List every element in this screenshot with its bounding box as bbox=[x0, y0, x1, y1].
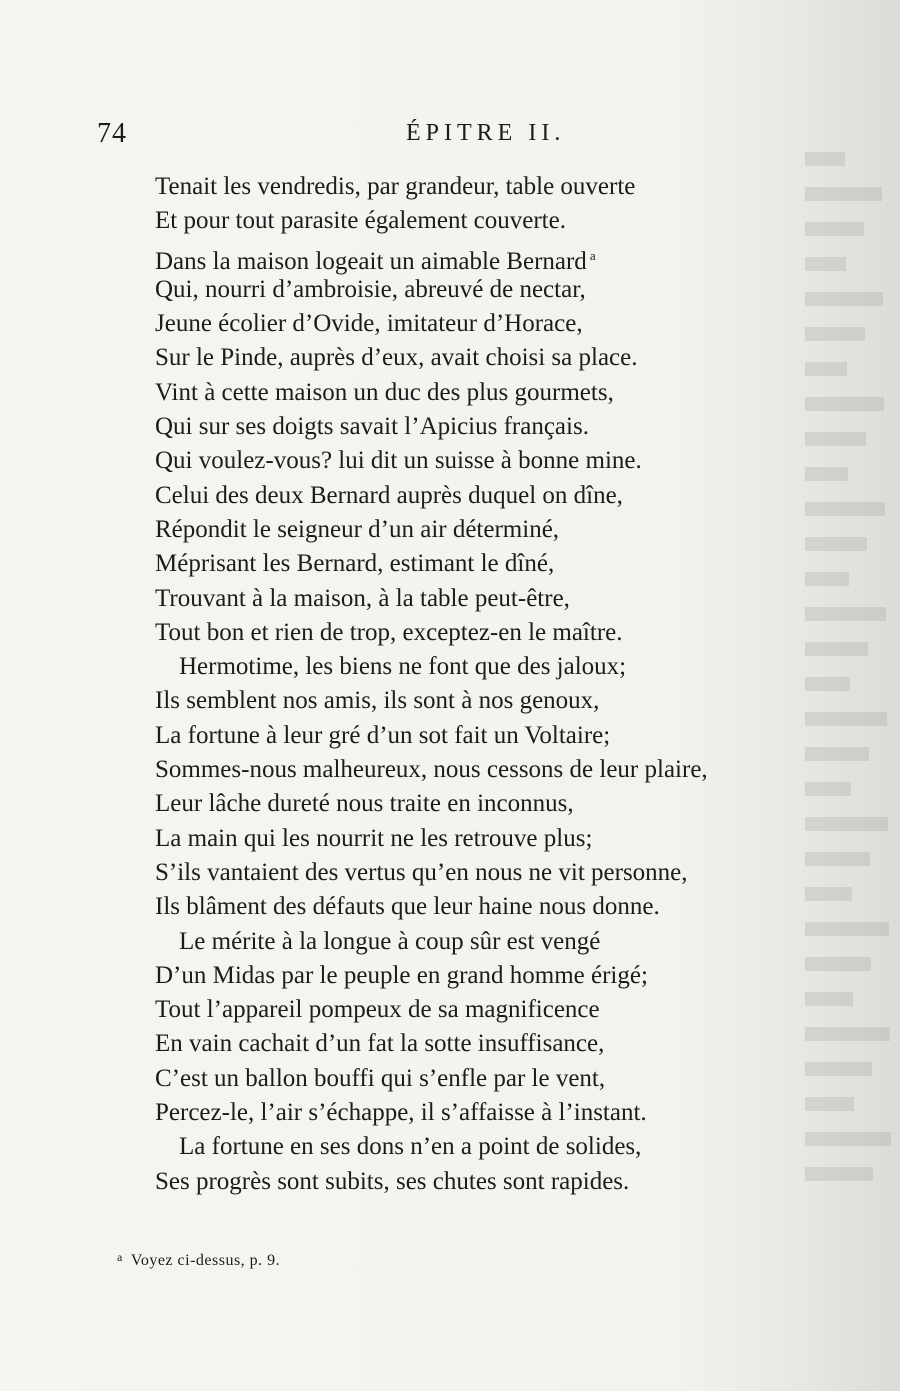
verse-line bbox=[155, 890, 815, 924]
page-number: 74 bbox=[97, 118, 127, 149]
verse-text: La main qui les nourrit ne les retrouve plus; bbox=[155, 824, 593, 852]
verse-line bbox=[155, 753, 815, 787]
verse-line bbox=[155, 273, 815, 307]
verse-text: D’un Midas par le peuple en grand homme érigé; bbox=[155, 961, 648, 989]
verse-text: Ils semblent nos amis, ils sont à nos genoux, bbox=[155, 687, 600, 715]
verse-line bbox=[155, 616, 815, 650]
verse-text: Vint à cette maison un duc des plus gourmets, bbox=[155, 378, 614, 406]
running-title: ÉPITRE II. bbox=[406, 120, 566, 146]
verse-line bbox=[155, 513, 815, 547]
verse-line bbox=[155, 479, 815, 513]
verse-text: La fortune en ses dons n’en a point de solides, bbox=[179, 1133, 642, 1161]
verse-text: Hermotime, les biens ne font que des jaloux; bbox=[179, 653, 627, 681]
verse-text: Jeune écolier d’Ovide, imitateur d’Horace, bbox=[155, 310, 583, 338]
verse-line bbox=[155, 822, 815, 856]
verse-line bbox=[155, 1130, 815, 1164]
verse-text: En vain cachait d’un fat la sotte insuffisance, bbox=[155, 1030, 605, 1058]
verse-text: Dans la maison logeait un aimable Bernard bbox=[155, 247, 587, 275]
footnote bbox=[117, 1250, 280, 1270]
verse-line bbox=[155, 856, 815, 890]
verse-text: Tenait les vendredis, par grandeur, table ouverte bbox=[155, 173, 636, 200]
verse-text: Sur le Pinde, auprès d’eux, avait choisi sa place. bbox=[155, 344, 638, 372]
footnote-text: Voyez ci-dessus, p. 9. bbox=[130, 1252, 281, 1269]
verse-text: Ses progrès sont subits, ses chutes sont rapides. bbox=[155, 1167, 630, 1195]
verse-text: Sommes-nous malheureux, nous cessons de leur plaire, bbox=[155, 756, 708, 784]
verse-line bbox=[155, 1096, 815, 1130]
verse-line bbox=[155, 341, 815, 375]
verse-line bbox=[155, 719, 815, 753]
verse-line bbox=[155, 959, 815, 993]
verse-line bbox=[155, 582, 815, 616]
verse-text: Percez-le, l’air s’échappe, il s’affaisse à l’instant. bbox=[155, 1099, 647, 1127]
verse-text: Répondit le seigneur d’un air déterminé, bbox=[155, 515, 560, 543]
verse-block bbox=[155, 170, 815, 1199]
verse-text: Qui voulez-vous? lui dit un suisse à bonne mine. bbox=[155, 447, 642, 475]
verse-text: S’ils vantaient des vertus qu’en nous ne vit personne, bbox=[155, 858, 688, 886]
verse-text: Qui sur ses doigts savait l’Apicius français. bbox=[155, 413, 589, 441]
verse-text: Méprisant les Bernard, estimant le dîné, bbox=[155, 550, 555, 578]
verse-line bbox=[155, 376, 815, 410]
verse-text: Qui, nourri d’ambroisie, abreuvé de nectar, bbox=[155, 275, 586, 303]
verse-line bbox=[155, 787, 815, 821]
verse-line bbox=[155, 925, 815, 959]
verse-text: C’est un ballon bouffi qui s’enfle par le vent, bbox=[155, 1064, 606, 1092]
verse-text: Celui des deux Bernard auprès duquel on dîne, bbox=[155, 481, 623, 509]
verse-line bbox=[155, 410, 815, 444]
verse-line bbox=[155, 650, 815, 684]
verse-line bbox=[155, 444, 815, 478]
verse-text: Le mérite à la longue à coup sûr est vengé bbox=[179, 927, 601, 955]
verse-text: La fortune à leur gré d’un sot fait un Voltaire; bbox=[155, 721, 611, 749]
verse-line bbox=[155, 204, 815, 238]
verse-line bbox=[155, 993, 815, 1027]
verse-text: Tout l’appareil pompeux de sa magnificence bbox=[155, 996, 600, 1024]
show-through-bleed bbox=[805, 140, 900, 1240]
verse-line bbox=[155, 1165, 815, 1199]
verse-text: Trouvant à la maison, à la table peut-être, bbox=[155, 584, 570, 612]
verse-text: Ils blâment des défauts que leur haine nous donne. bbox=[155, 893, 660, 921]
verse-line bbox=[155, 547, 815, 581]
verse-text: Leur lâche dureté nous traite en inconnus, bbox=[155, 790, 574, 818]
verse-text: Tout bon et rien de trop, exceptez-en le maître. bbox=[155, 618, 623, 646]
verse-line bbox=[155, 170, 815, 204]
verse-text: Et pour tout parasite également couverte. bbox=[155, 207, 566, 235]
verse-line bbox=[155, 307, 815, 341]
verse-line bbox=[155, 684, 815, 718]
footnote-reference: a bbox=[589, 247, 596, 263]
verse-line bbox=[155, 1027, 815, 1061]
verse-line bbox=[155, 239, 815, 273]
footnote-marker: a bbox=[117, 1250, 123, 1264]
verse-line bbox=[155, 1062, 815, 1096]
